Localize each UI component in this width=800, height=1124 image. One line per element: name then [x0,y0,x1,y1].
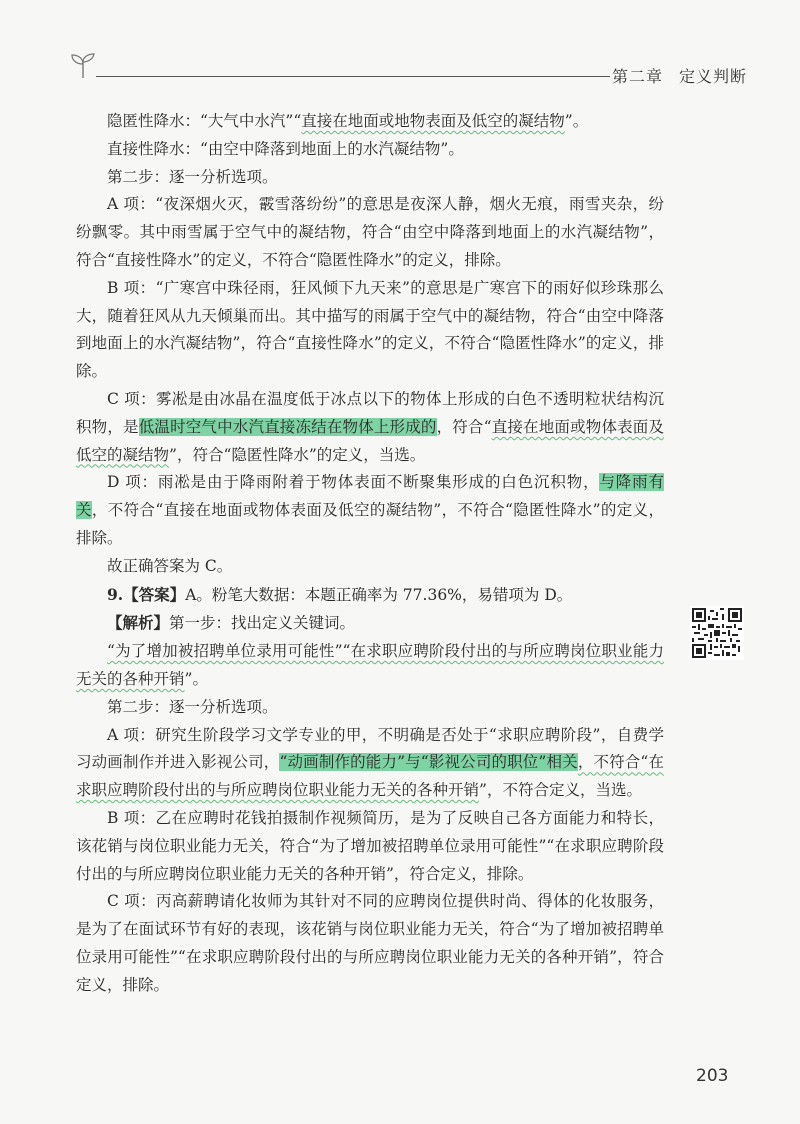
page-header [0,0,800,100]
chapter-title [612,64,747,87]
text-run: 第二步：逐一分析选项。 [107,697,278,716]
chapter-number: 第二章 [612,67,664,86]
paragraph [76,553,664,581]
text-run: ，不符合“直接在地面或物体表面及低空的凝结物”，不符合“隐匿性降水”的定义，排除。 [76,501,664,547]
paragraph [76,805,664,888]
text-run: 直接性降水：“由空中降落到地面上的水汽凝结物”。 [107,139,464,158]
page-number: 203 [696,1066,729,1086]
text-run: C 项：丙高薪聘请化妆师为其针对不同的应聘岗位提供时尚、得体的化妆服务，是为了在面试环节有好的表现，该花销与岗位职业能力无关，符合“为了增加被招聘单位录用可能性”“在求职应聘阶段付出的与所应聘岗位职业能力无关的各种开销”，符合定义，排除。 [76,892,664,994]
underlined-phrase: ，不符合“在求职应聘阶段付出的与所应聘岗位职业能力无关的各种开销 [76,753,664,800]
text-run: D 项：雨凇是由于降雨附着于物体表面不断聚集形成的白色沉积物， [107,473,600,492]
text-run: C 项：雾凇是由冰晶在温度低于冰点以下的物体上形成的白色不透明粒状结构沉积物，是 [76,389,664,436]
paragraph [76,888,664,999]
paragraph [76,136,664,164]
paragraph [76,581,664,610]
header-rule-end [602,76,610,77]
text-run: B 项：乙在应聘时花钱拍摄制作视频简历，是为了反映自己各方面能力和特长，该花销与岗位职业能力无关，符合“为了增加被招聘单位录用可能性”“在求职应聘阶段付出的与所应聘岗位职业能力无关的各种开销”，符合定义，排除。 [76,808,664,883]
underlined-phrase: 直接在地面或物体表面及低空的凝结物 [76,417,664,464]
paragraph [76,164,664,192]
text-run: A 项：研究生阶段学习文学专业的甲，不明确是否处于“求职应聘阶段”，自费学习动画制作并进入影视公司， [76,725,664,772]
underlined-phrase: “为了增加被招聘单位录用可能性”“在求职应聘阶段付出的与所应聘岗位职业能力无关的各种开销 [76,642,664,688]
qr-code-icon[interactable] [690,606,744,660]
text-run: B 项：“广寒宫中珠径雨，狂风倾下九天来”的意思是广寒宫下的雨好似珍珠那么大，随着狂风从九天倾巢而出。其中描写的雨属于空气中的凝结物，符合“由空中降落到地面上的水汽凝结物”，符合“直接性降水”的定义，不符合“隐匿性降水”的定义，排除。 [76,278,664,381]
paragraph [76,108,664,136]
paragraph [76,609,664,638]
bold-label: 【解析】 [107,613,170,633]
paragraph [76,638,664,694]
text-run: ”，不符合定义，当选。 [479,781,642,800]
header-rule [96,76,602,77]
paragraph [76,722,664,805]
text-run: A 项：“夜深烟火灭，霰雪落纷纷”的意思是夜深人静，烟火无痕，雨雪夹杂，纷纷飘零。其中雨雪属于空气中的凝结物，符合“由空中降落到地面上的水汽凝结物”，符合“直接性降水”的定义，不符合“隐匿性降水”的定义，排除。 [76,195,664,269]
text-run: 第二步：逐一分析选项。 [107,167,278,186]
text-run: ，符合“ [436,417,492,436]
paragraph [76,694,664,722]
highlighted-phrase: “动画制作的能力”与“影视公司的职位”相关 [279,753,578,772]
sprout-icon [66,48,100,82]
text-run: A。粉笔大数据：本题正确率为 77.36%，易错项为 D。 [185,585,573,604]
text-run: ”，符合“隐匿性降水”的定义，当选。 [169,445,426,464]
bold-label: 9.【答案】 [107,584,186,604]
highlighted-phrase: 与降雨有关 [76,473,664,520]
section-title: 定义判断 [679,67,748,86]
paragraph [76,275,664,386]
highlighted-phrase: 低温时空气中水汽直接冻结在物体上形成的 [138,417,437,436]
paragraph [76,191,664,274]
text-run: 隐匿性降水：“大气中水汽”“ [107,112,302,130]
text-run: ”。 [184,669,208,688]
text-run: 故正确答案为 C。 [107,556,233,575]
paragraph [76,469,664,552]
text-run: 第一步：找出定义关键词。 [169,614,356,633]
text-run: ”。 [564,112,589,130]
underlined-phrase: 直接在地面或地物表面及低空的凝结物 [301,112,565,130]
explanation-text [76,108,664,1000]
paragraph [76,386,664,469]
